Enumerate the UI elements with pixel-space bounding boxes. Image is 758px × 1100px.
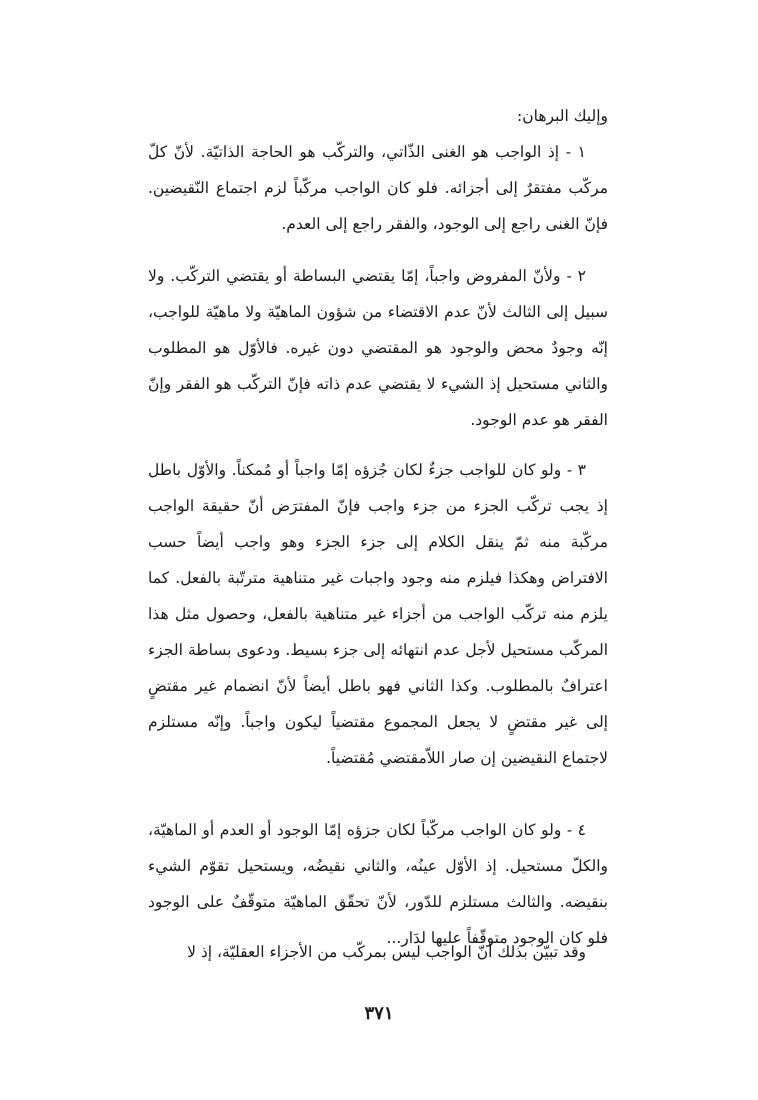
paragraph-2: ٢ - ولأنّ المفروض واجباً، إمّا يقتضي البساطة أو يقتضي التركّب. ولا سبيل إلى الثالث لأنّ عدم الاقتضاء من شؤون الماهيّة ولا ماهيّة للواجب، إنّه وجودٌ محض والوجود هو المقتضي دون غيره. فالأوّل هو المطلوب والثاني مستحيل إذ الشيء لا يقتضي عدم ذاته فإنّ التركّب هو الفقر وإنّ الفقر هو عدم الوجود.: [148, 267, 608, 429]
paragraph-4: ٤ - ولو كان الواجب مركّباً لكان جزؤه إمّا الوجود أو العدم أو الماهيّة، والكلّ مستحيل. إذ الأوّل عينُه، والثاني نقيضُه، ويستحيل تقوّم الشيء بنقيضه. والثالث مستلزم للدّور، لأنّ تحقّق الماهيّة متوقّفٌ على الوجود فلو كان الوجود متوقّفاً عليها لدَار...: [148, 821, 608, 947]
paragraph-5: وقد تبيّن بذلك أنّ الواجب ليس بمركّب من الأجزاء العقليّة، إذ لا: [187, 943, 586, 961]
page-number: ٣٧١: [364, 1003, 394, 1024]
intro-line: وإليك البرهان:: [517, 107, 608, 125]
paragraph-1: ١ - إذ الواجب هو الغنى الذّاتي، والتركّب هو الحاجة الذاتيّة. لأنّ كلّ مركّب مفتقرٌ إلى أجزائه. فلو كان الواجب مركّباً لزم اجتماع النّقيضين. فإنّ الغنى راجع إلى الوجود، والفقر راجع إلى العدم.: [148, 143, 608, 233]
paragraph-3: ٣ - ولو كان للواجب جزءٌ لكان جُزؤه إمّا واجباً أو مُمكناً. والأوّل باطل إذ يجب تركّب الجزء من جزء واجب فإنّ المفترَض أنّ حقيقة الواجب مركّبة منه ثمّ ينقل الكلام إلى جزء الجزء وهو واجب أيضاً حسب الافتراض وهكذا فيلزم منه وجود واجبات غير متناهية مترتّبة بالفعل. كما يلزم منه تركّب الواجب من أجزاء غير متناهية بالفعل، وحصول مثل هذا المركّب مستحيل لأجل عدم انتهائه إلى جزء بسيط. ودعوى بساطة الجزء اعترافٌ بالمطلوب. وكذا الثاني فهو باطل أيضاً لأنّ انضمام غير مقتضٍ إلى غير مقتضٍ لا يجعل المجموع مقتضياً ليكون واجباً. وإنّه مستلزم لاجتماع النقيضين إن صار اللاّمقتضي مُقتضياً.: [148, 461, 608, 767]
